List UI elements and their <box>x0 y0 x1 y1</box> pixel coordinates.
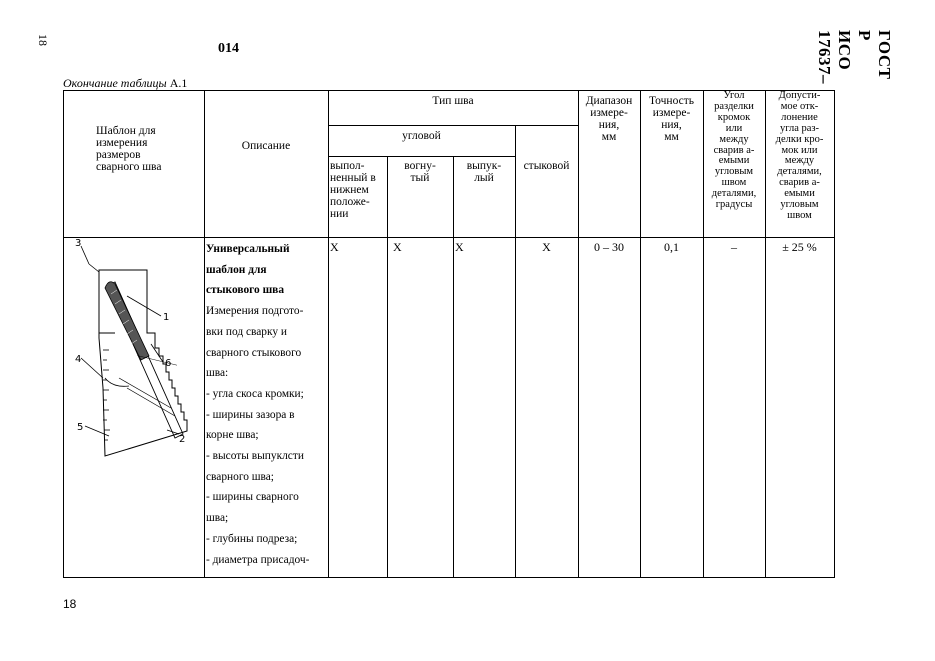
description-line: - ширины зазора в <box>206 408 295 421</box>
description-line: шва; <box>206 512 229 525</box>
description-line: - диаметра присадоч- <box>206 553 310 566</box>
callout-6: 6 <box>165 358 172 369</box>
cell-concave: X <box>393 240 402 254</box>
header-angle: Угол разделки кромок или между сварив а- емыми угловым швом деталями, градусы <box>711 90 757 211</box>
description-line: корне шва; <box>206 429 259 442</box>
header-concave: вогну- тый <box>404 160 436 184</box>
page-number-bottom: 18 <box>63 597 77 611</box>
callout-5: 5 <box>77 422 84 433</box>
description-title-line: стыкового шва <box>206 284 285 297</box>
caption-italic: Окончание таблицы <box>63 76 167 90</box>
description-line: вки под сварку и <box>206 325 288 338</box>
cell-accuracy: 0,1 <box>664 240 679 254</box>
row-description <box>206 239 326 570</box>
cell-angle: – <box>731 240 737 254</box>
description-title-line: шаблон для <box>206 263 267 276</box>
description-line: - глубины подреза; <box>206 532 298 545</box>
header-accuracy: Точность измере- ния, мм <box>649 95 694 143</box>
description-line: - угла скоса кромки; <box>206 387 304 400</box>
document-code: 014 <box>218 41 239 56</box>
standard-name: ГОСТ Р ИСО 17637– <box>815 30 894 84</box>
callout-2: 2 <box>179 434 186 445</box>
header-butt: стыковой <box>523 160 570 172</box>
cell-deviation: ± 25 % <box>782 240 817 254</box>
header-gauge: Шаблон для измерения размеров сварного шва <box>96 125 162 173</box>
callout-1: 1 <box>163 312 170 323</box>
callout-4: 4 <box>75 354 82 365</box>
description-line: сварного шва; <box>206 470 274 483</box>
callout-3: 3 <box>75 238 82 249</box>
caption-label: А.1 <box>169 76 188 90</box>
header-range: Диапазон измере- ния, мм <box>585 95 633 143</box>
universal-gauge-figure <box>75 238 205 463</box>
description-line: Измерения подгото- <box>206 305 304 318</box>
description-line: сварного стыкового <box>206 346 302 359</box>
description-line: - высоты выпуклсти <box>206 450 304 463</box>
cell-range: 0 – 30 <box>594 240 624 254</box>
description-line: - ширины сварного <box>206 491 299 504</box>
header-convex: выпук- лый <box>466 160 502 184</box>
header-description: Описание <box>241 140 291 152</box>
header-weld-type: Тип шва <box>432 95 474 107</box>
cell-convex: X <box>455 240 464 254</box>
table-caption <box>63 76 187 91</box>
description-line: шва: <box>206 367 229 380</box>
header-flat-position: выпол- ненный в нижнем положе- нии <box>330 160 376 220</box>
header-deviation: Допусти- мое отк- лонение угла раз- делки кро- мок или между деталями, сварив а- емыми угловым швом <box>775 90 824 221</box>
cell-butt: X <box>542 240 551 254</box>
header-fillet: угловой <box>402 130 441 142</box>
page-number-top: 18 <box>36 34 50 46</box>
description-title-line: Универсальный <box>206 243 290 255</box>
table-a1 <box>63 90 835 578</box>
cell-flat: X <box>330 240 339 254</box>
